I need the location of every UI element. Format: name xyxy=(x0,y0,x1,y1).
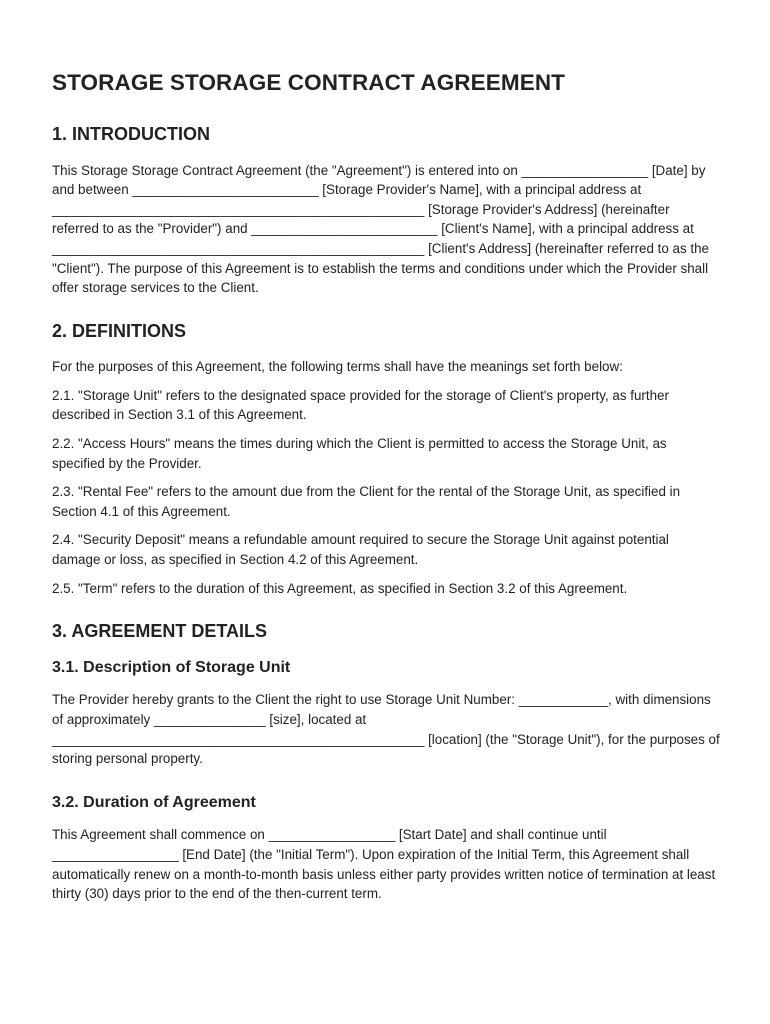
definitions-intro: For the purposes of this Agreement, the following terms shall have the meanings set forth below: xyxy=(52,359,623,375)
agreement-details-section xyxy=(52,620,720,904)
definition-item: 2.2. "Access Hours" means the times during which the Client is permitted to access the Storage Unit, as specified by the Provider. xyxy=(52,435,667,471)
subsection-storage-unit xyxy=(52,658,720,769)
document-title: STORAGE STORAGE CONTRACT AGREEMENT xyxy=(52,70,566,95)
subsection-duration xyxy=(52,793,720,904)
definition-item: 2.5. "Term" refers to the duration of this Agreement, as specified in Section 3.2 of this Agreement. xyxy=(52,580,628,596)
introduction-paragraph: This Storage Storage Contract Agreement (the "Agreement") is entered into on _________________ [Date] by and between _________________________ [Storage Provider's Name], with a principal address at __________________________________________________ [Storage Provider's Address] (hereinafter referred to as the "Provider") and _________________________ [Client's Name], with a principal address at __________________________________________________ [Client's Address] (hereinafter referred to as the "Client"). The purpose of this Agreement is to establish the terms and conditions under which the Provider shall offer storage services to the Client. xyxy=(52,162,710,296)
definitions-section xyxy=(52,320,720,598)
agreement-details-heading: 3. AGREEMENT DETAILS xyxy=(52,621,268,642)
subsection-paragraph: This Agreement shall commence on _________________ [Start Date] and shall continue until _________________ [End Date] (the "Initial Term"). Upon expiration of the Initial Term, this Agreement shall automatically renew on a month-to-month basis unless either party provides written notice of termination at least thirty (30) days prior to the end of the then-current term. xyxy=(52,827,716,902)
introduction-section xyxy=(52,123,720,298)
subsection-paragraph: The Provider hereby grants to the Client the right to use Storage Unit Number: ____________, with dimensions of approximately _______________ [size], located at __________________________________________________ [location] (the "Storage Unit"), for the purposes of storing personal property. xyxy=(52,692,720,767)
subsection-heading: 3.1. Description of Storage Unit xyxy=(52,658,291,676)
definitions-heading: 2. DEFINITIONS xyxy=(52,320,187,341)
definition-item: 2.1. "Storage Unit" refers to the designated space provided for the storage of Client's property, as further described in Section 3.1 of this Agreement. xyxy=(52,387,669,423)
introduction-heading: 1. INTRODUCTION xyxy=(52,124,211,145)
definition-item: 2.4. "Security Deposit" means a refundable amount required to secure the Storage Unit against potential damage or loss, as specified in Section 4.2 of this Agreement. xyxy=(52,532,669,567)
subsection-heading: 3.2. Duration of Agreement xyxy=(52,793,256,811)
definition-item: 2.3. "Rental Fee" refers to the amount due from the Client for the rental of the Storage Unit, as specified in Section 4.1 of this Agreement. xyxy=(52,484,681,519)
